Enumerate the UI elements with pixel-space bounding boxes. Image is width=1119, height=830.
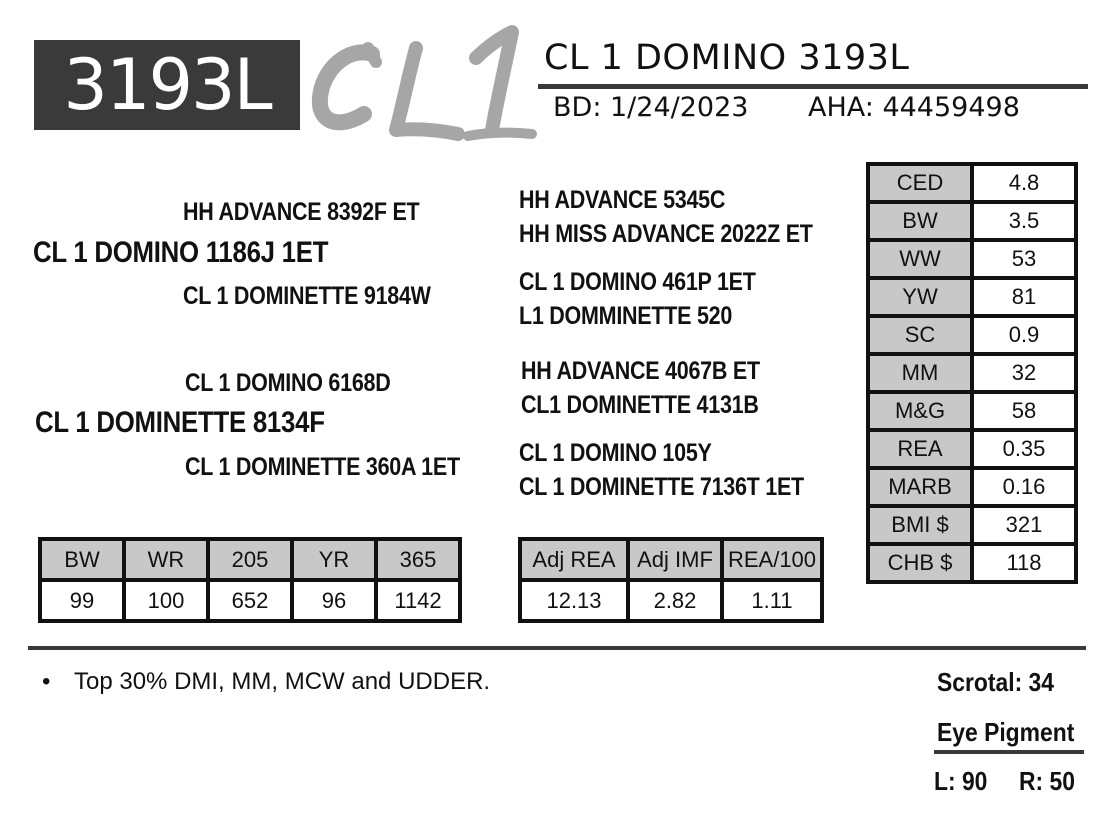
notes-text: Top 30% DMI, MM, MCW and UDDER. — [74, 668, 491, 695]
pedigree-sire-sire: HH ADVANCE 8392F ET — [183, 198, 420, 226]
section-divider — [28, 646, 1086, 650]
epd-value: 53 — [972, 240, 1076, 278]
epd-row — [868, 544, 1076, 582]
performance-value: 652 — [208, 580, 292, 621]
epd-value: 32 — [972, 354, 1076, 392]
epd-label: REA — [868, 430, 972, 468]
eye-pigment-underline — [934, 750, 1084, 754]
pedigree-sss: HH ADVANCE 5345C — [519, 186, 726, 214]
pedigree-dss: HH ADVANCE 4067B ET — [521, 357, 760, 385]
aha-number: AHA: 44459498 — [808, 92, 1020, 123]
epd-value: 0.35 — [972, 430, 1076, 468]
animal-name: CL 1 DOMINO 3193L — [544, 38, 910, 78]
carcass-value: 12.13 — [520, 580, 628, 621]
pedigree-ssd: HH MISS ADVANCE 2022Z ET — [519, 220, 813, 248]
performance-header: 365 — [376, 539, 460, 580]
epd-row — [868, 278, 1076, 316]
epd-label: SC — [868, 316, 972, 354]
epd-row — [868, 202, 1076, 240]
pedigree-dam: CL 1 DOMINETTE 8134F — [35, 406, 325, 439]
epd-row — [868, 164, 1076, 202]
carcass-header: Adj REA — [520, 539, 628, 580]
scrotal-measure: Scrotal: 34 — [937, 667, 1054, 697]
performance-header: WR — [124, 539, 208, 580]
epd-table — [866, 162, 1078, 584]
epd-label: BW — [868, 202, 972, 240]
cl1-logo — [308, 18, 538, 143]
title-divider — [538, 84, 1088, 89]
epd-label: YW — [868, 278, 972, 316]
performance-value: 100 — [124, 580, 208, 621]
performance-header: 205 — [208, 539, 292, 580]
performance-value: 96 — [292, 580, 376, 621]
pedigree-sire: CL 1 DOMINO 1186J 1ET — [33, 236, 329, 269]
epd-label: MARB — [868, 468, 972, 506]
performance-value-row — [40, 580, 460, 621]
carcass-header-row — [520, 539, 822, 580]
bullet-icon: • — [42, 668, 51, 695]
performance-value: 1142 — [376, 580, 460, 621]
pedigree-ddd: CL 1 DOMINETTE 7136T 1ET — [519, 473, 804, 501]
carcass-header: Adj IMF — [628, 539, 722, 580]
performance-header-row — [40, 539, 460, 580]
epd-value: 3.5 — [972, 202, 1076, 240]
pedigree-sire-dam: CL 1 DOMINETTE 9184W — [183, 282, 431, 310]
performance-table — [38, 537, 462, 623]
epd-row — [868, 392, 1076, 430]
epd-value: 321 — [972, 506, 1076, 544]
eye-pigment-title: Eye Pigment — [937, 717, 1075, 747]
epd-value: 58 — [972, 392, 1076, 430]
epd-row — [868, 354, 1076, 392]
lot-number-tag: 3193L — [34, 40, 300, 130]
pedigree-dam-dam: CL 1 DOMINETTE 360A 1ET — [185, 453, 460, 481]
epd-row — [868, 240, 1076, 278]
notes-line — [42, 668, 490, 696]
epd-value: 81 — [972, 278, 1076, 316]
epd-label: CED — [868, 164, 972, 202]
epd-value: 4.8 — [972, 164, 1076, 202]
epd-row — [868, 468, 1076, 506]
epd-value: 0.9 — [972, 316, 1076, 354]
pedigree-dsd: CL1 DOMINETTE 4131B — [521, 391, 759, 419]
epd-label: BMI $ — [868, 506, 972, 544]
pedigree-sds: CL 1 DOMINO 461P 1ET — [519, 268, 756, 296]
carcass-value: 1.11 — [722, 580, 822, 621]
epd-row — [868, 316, 1076, 354]
performance-header: YR — [292, 539, 376, 580]
pedigree-dam-sire: CL 1 DOMINO 6168D — [185, 369, 391, 397]
epd-label: MM — [868, 354, 972, 392]
carcass-header: REA/100 — [722, 539, 822, 580]
eye-pigment-right: R: 50 — [1019, 766, 1075, 796]
epd-row — [868, 430, 1076, 468]
performance-header: BW — [40, 539, 124, 580]
pedigree-dds: CL 1 DOMINO 105Y — [519, 439, 712, 467]
epd-value: 118 — [972, 544, 1076, 582]
epd-value: 0.16 — [972, 468, 1076, 506]
epd-row — [868, 506, 1076, 544]
carcass-value: 2.82 — [628, 580, 722, 621]
eye-pigment-left: L: 90 — [934, 766, 988, 796]
carcass-table — [518, 537, 824, 623]
epd-label: M&G — [868, 392, 972, 430]
performance-value: 99 — [40, 580, 124, 621]
pedigree-sdd: L1 DOMMINETTE 520 — [519, 302, 733, 330]
epd-label: CHB $ — [868, 544, 972, 582]
epd-label: WW — [868, 240, 972, 278]
carcass-value-row — [520, 580, 822, 621]
birth-date: BD: 1/24/2023 — [553, 92, 749, 123]
